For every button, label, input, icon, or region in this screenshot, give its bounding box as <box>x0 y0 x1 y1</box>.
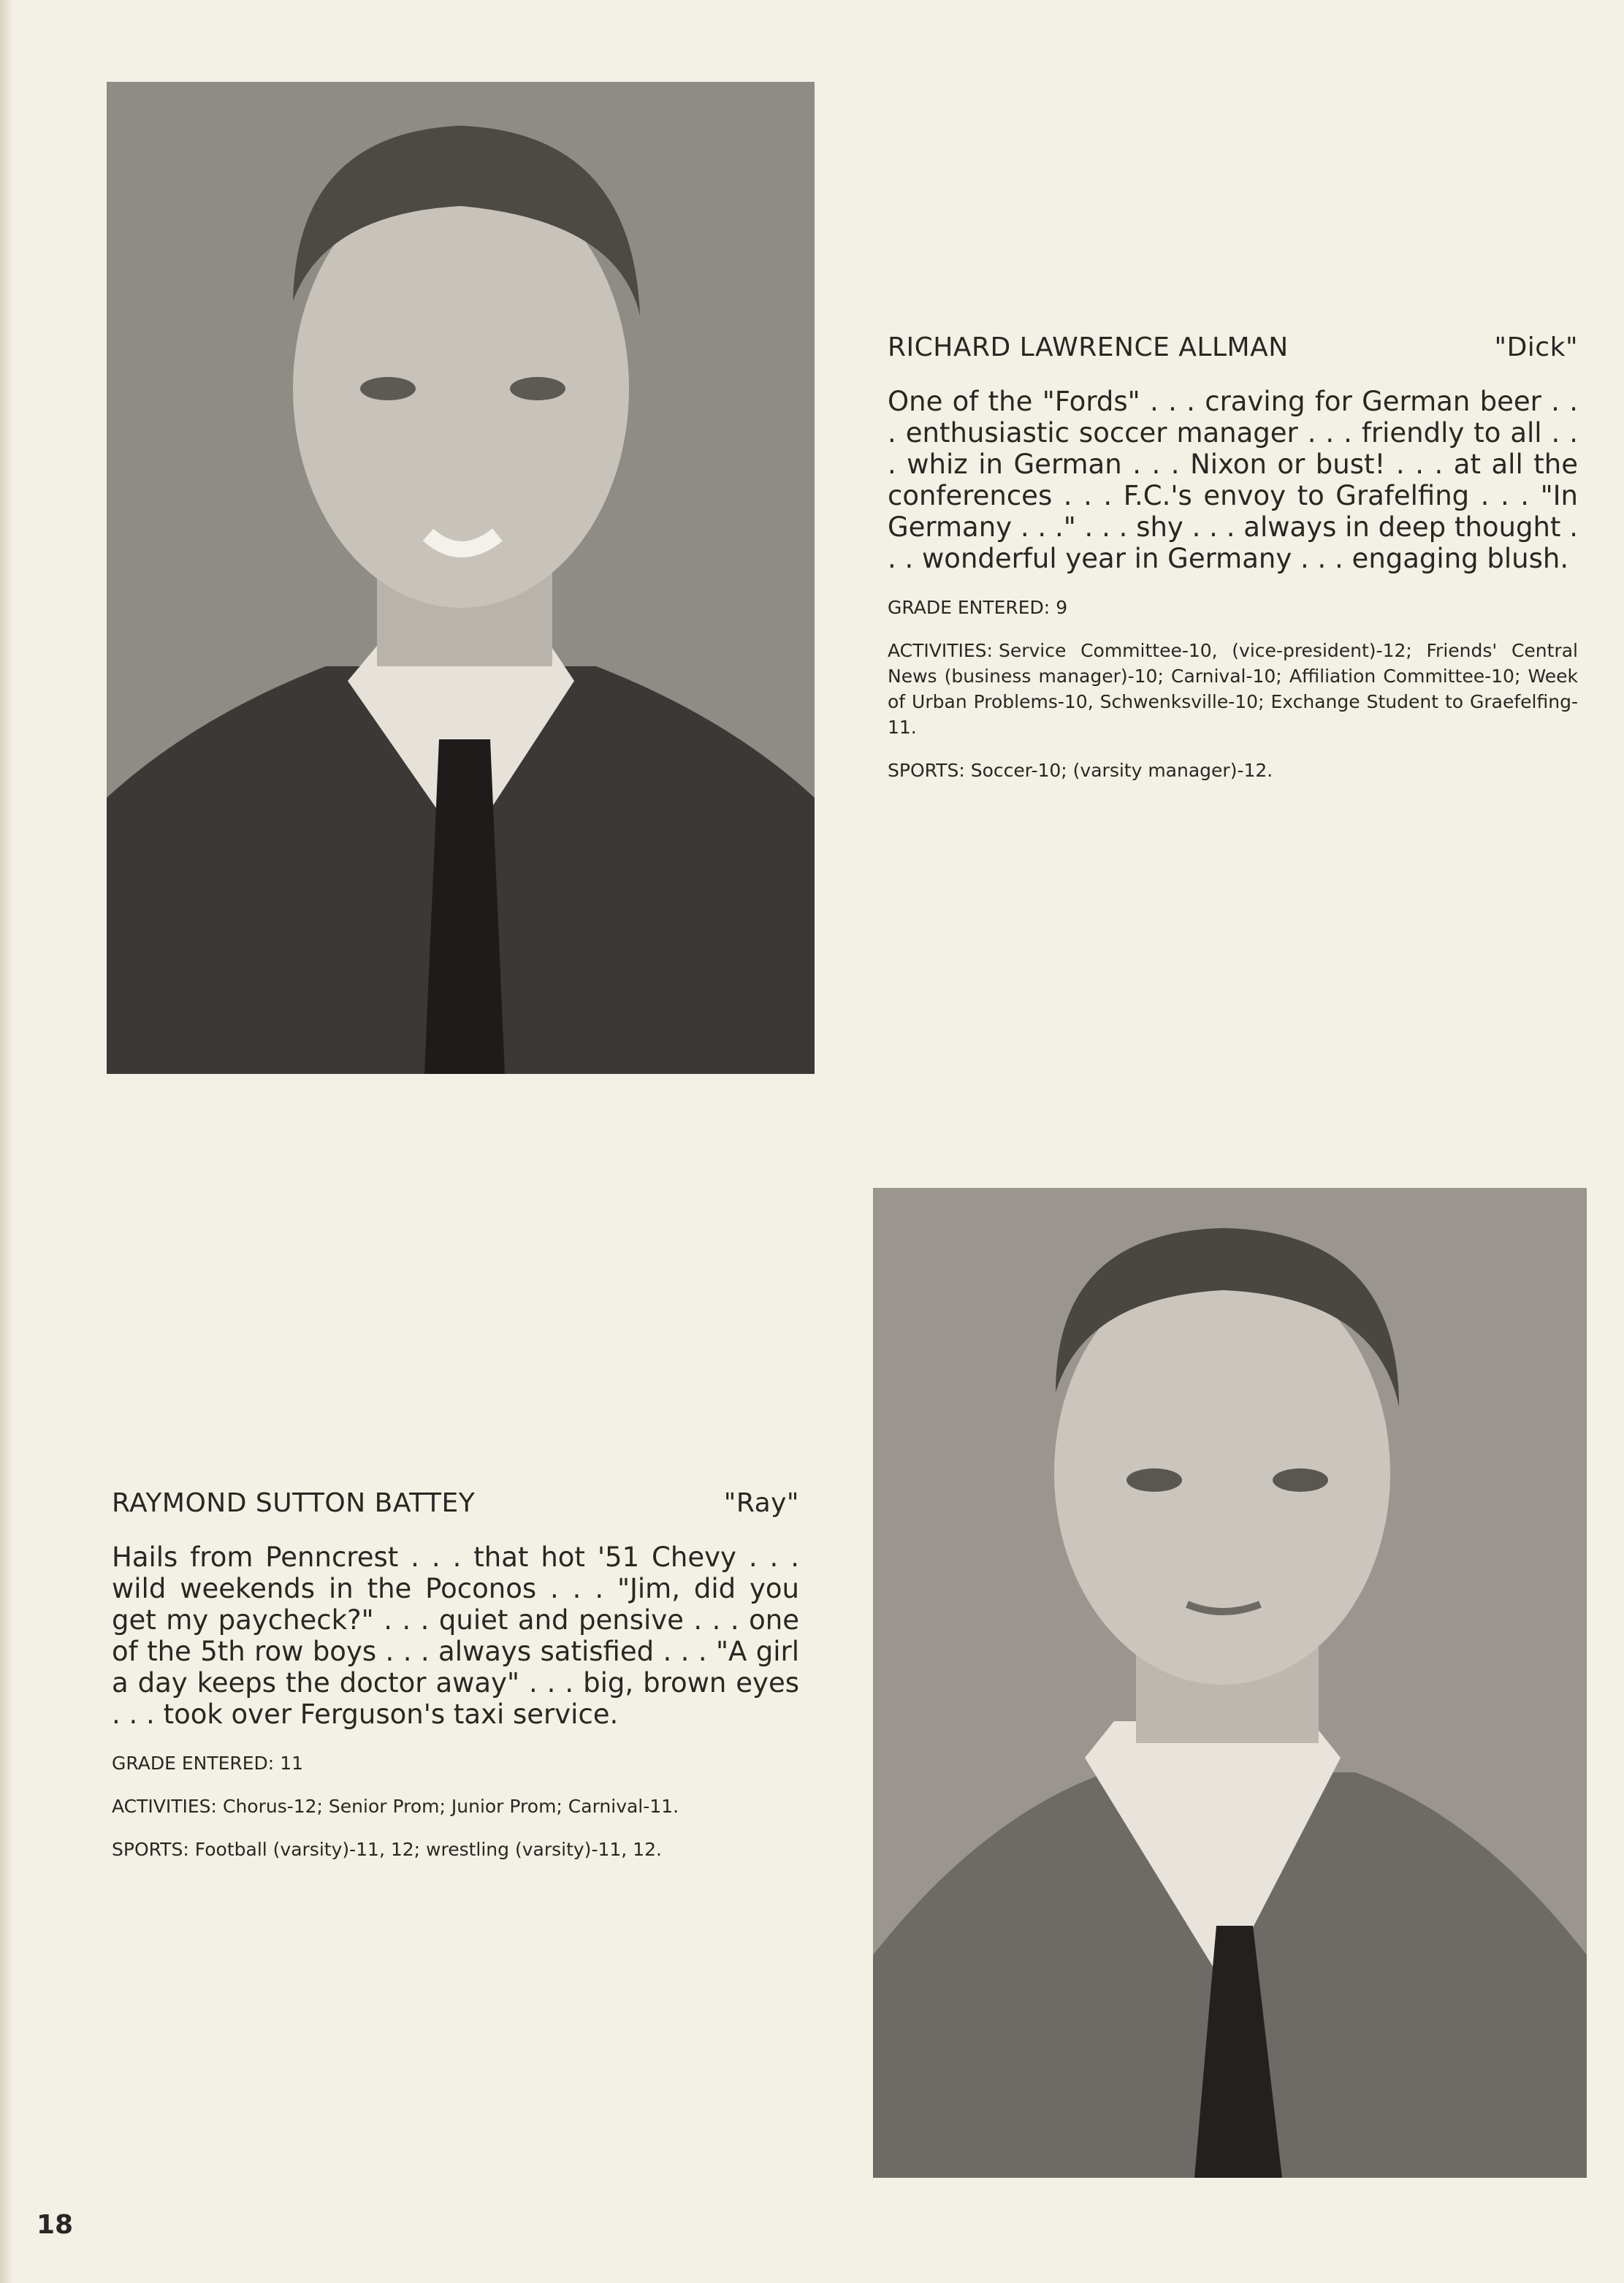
page-binding-shadow <box>0 0 13 2283</box>
grade-entered <box>112 1750 799 1776</box>
page-number: 18 <box>37 2210 74 2240</box>
grade-entered-value: 9 <box>1056 597 1068 618</box>
activities-value: Chorus-12; Senior Prom; Junior Prom; Carnival-11. <box>222 1796 679 1817</box>
sports-value: Football (varsity)-11, 12; wrestling (varsity)-11, 12. <box>194 1839 662 1860</box>
sports-value: Soccer-10; (varsity manager)-12. <box>970 760 1273 781</box>
portrait-photo-battey <box>873 1188 1587 2178</box>
sports-label: SPORTS: <box>112 1839 189 1860</box>
student-bio: Hails from Penncrest . . . that hot '51 Chevy . . . wild weekends in the Poconos . . . "Jim, did you get my paycheck?" . . . quiet and pensive . . . one of the 5th row boys . . . always satisfied . . . "A girl a day keeps the doctor away" . . . big, brown eyes . . . took over Ferguson's taxi service. <box>112 1541 799 1730</box>
grade-entered-label: GRADE ENTERED: <box>112 1753 275 1774</box>
grade-entered-value: 11 <box>280 1753 304 1774</box>
sports-label: SPORTS: <box>888 760 965 781</box>
activities <box>112 1794 799 1819</box>
sports <box>112 1837 799 1862</box>
activities-label: ACTIVITIES: <box>888 640 993 661</box>
grade-entered-label: GRADE ENTERED: <box>888 597 1051 618</box>
sports <box>888 758 1578 783</box>
activities <box>888 638 1578 740</box>
student-name: RICHARD LAWRENCE ALLMAN <box>888 332 1289 362</box>
grade-entered <box>888 595 1578 620</box>
name-row <box>112 1488 799 1518</box>
student-name: RAYMOND SUTTON BATTEY <box>112 1488 476 1518</box>
student-bio: One of the "Fords" . . . craving for German beer . . . enthusiastic soccer manager . . . friendly to all . . . whiz in German . . . Nixon or bust! . . . at all the conferences . . . F.C.'s envoy to Grafelfing . . . "In Germany . . ." . . . shy . . . always in deep thought . . . wonderful year in Germany . . . engaging blush. <box>888 386 1578 574</box>
student-entry-allman <box>888 332 1578 801</box>
activities-value: Service Committee-10, (vice-president)-12; Friends' Central News (business manager)-10; Carnival-10; Affiliation Committee-10; Week of Urban Problems-10, Schwenksville-10; Exchange Student to Graefelfing-11. <box>888 640 1578 738</box>
student-entry-battey <box>112 1488 799 1880</box>
activities-label: ACTIVITIES: <box>112 1796 217 1817</box>
name-row <box>888 332 1578 362</box>
student-nickname: "Ray" <box>723 1488 799 1518</box>
portrait-photo-allman <box>107 82 815 1074</box>
student-nickname: "Dick" <box>1494 332 1578 362</box>
